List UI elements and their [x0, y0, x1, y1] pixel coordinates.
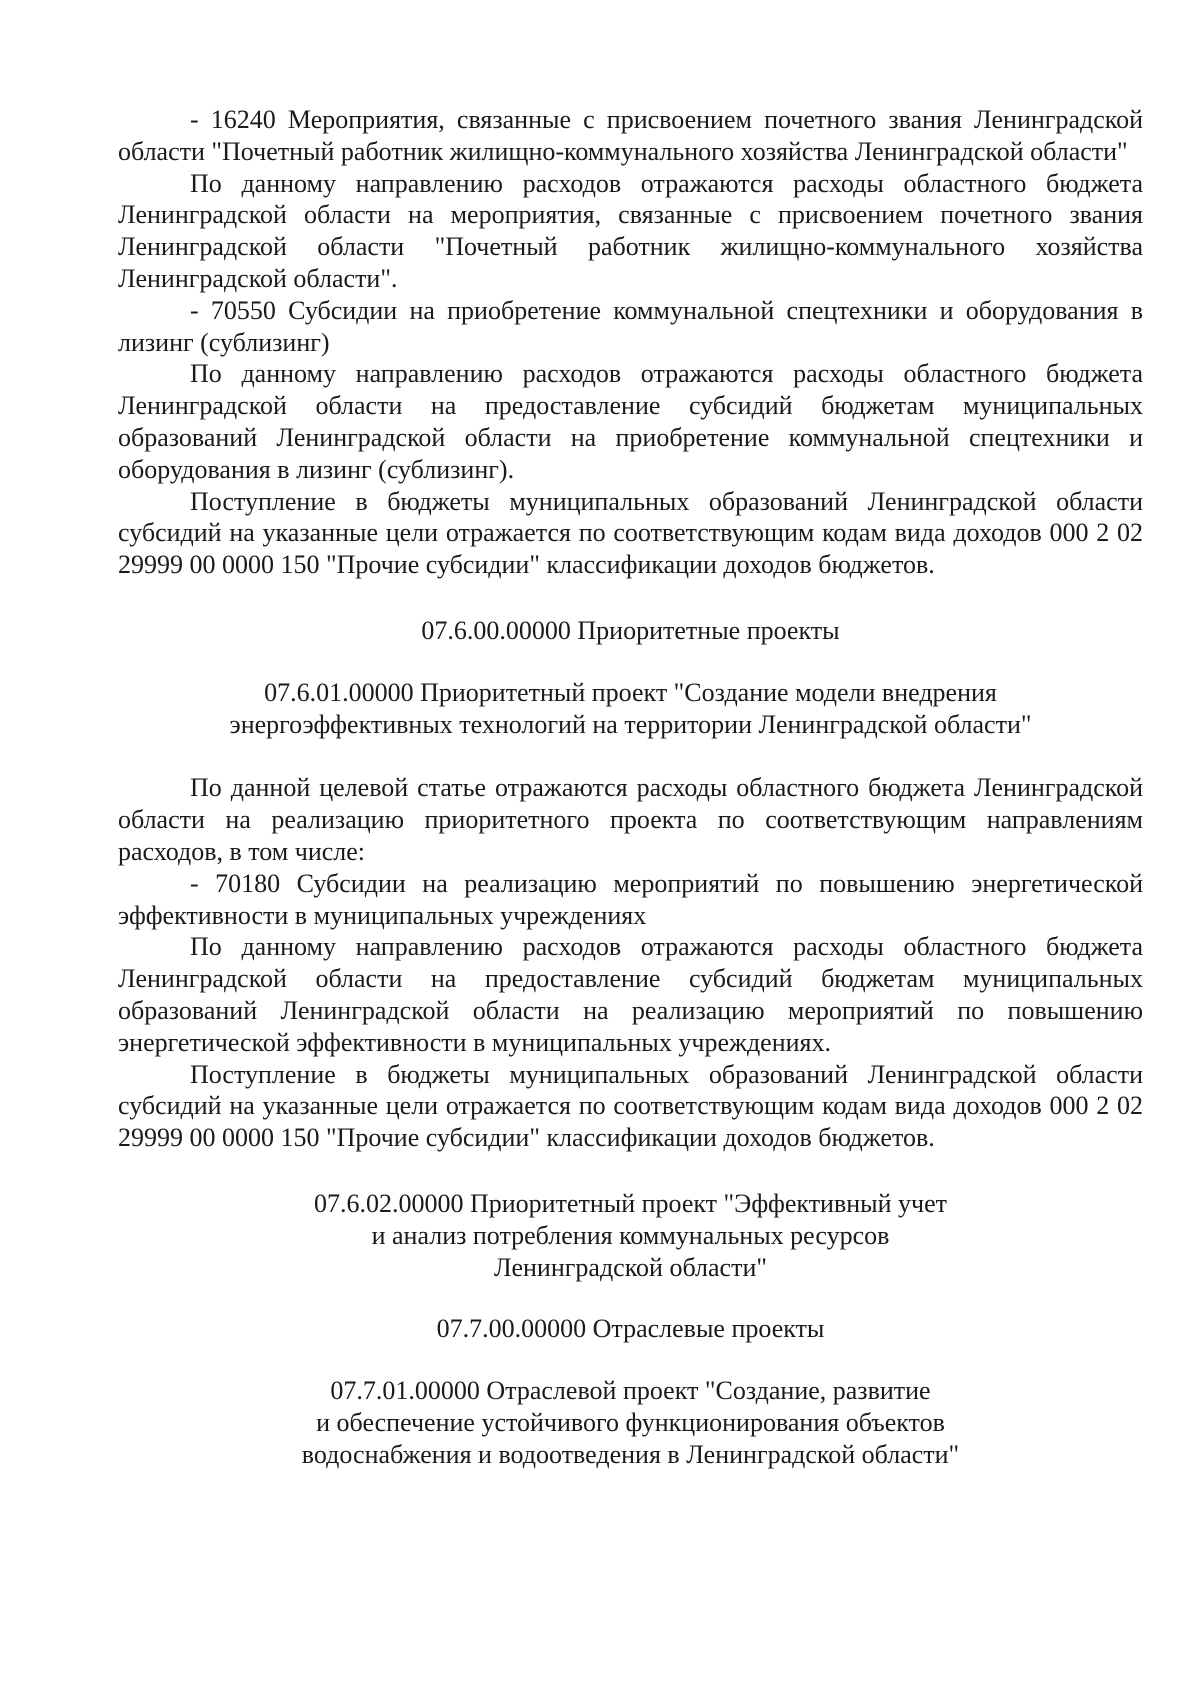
- paragraph-07601-intro: По данной целевой статье отражаются расходы областного бюджета Ленинградской области на реализацию приоритетного проекта по соответствующим направлениям расходов, в том числе:: [118, 773, 1143, 866]
- heading-priority-projects: 07.6.00.00000 Приоритетные проекты: [421, 615, 840, 645]
- paragraph-70550-description: По данному направлению расходов отражаются расходы областного бюджета Ленинградской области на предоставление субсидий бюджетам муниципальных образований Ленинградской области на приобретение коммунальной спецтехники и оборудования в лизинг (сублизинг).: [118, 359, 1143, 484]
- paragraph-70180-revenue: Поступление в бюджеты муниципальных образований Ленинградской области субсидий на указанные цели отражается по соответствующим кодам вида доходов 000 2 02 29999 00 0000 150 "Прочие субсидии" классификации доходов бюджетов.: [118, 1059, 1143, 1153]
- heading-project-07601: 07.6.01.00000 Приоритетный проект "Создание модели внедрения энергоэффективных технологий на территории Ленинградской области": [229, 677, 1032, 739]
- heading-project-07602: 07.6.02.00000 Приоритетный проект "Эффективный учет и анализ потребления коммунальных ресурсов Ленинградской области": [313, 1188, 948, 1282]
- document-page: [118, 104, 1143, 1470]
- paragraph-16240-item: - 16240 Мероприятия, связанные с присвоением почетного звания Ленинградской области "Почетный работник жилищно-коммунального хозяйства Ленинградской области": [118, 105, 1143, 166]
- heading-sector-projects: 07.7.00.00000 Отраслевые проекты: [436, 1314, 825, 1344]
- paragraph-70180-description: По данному направлению расходов отражаются расходы областного бюджета Ленинградской области на предоставление субсидий бюджетам муниципальных образований Ленинградской области на реализацию мероприятий по повышению энергетической эффективности в муниципальных учреждениях.: [118, 932, 1143, 1057]
- paragraph-70180-item: - 70180 Субсидии на реализацию мероприятий по повышению энергетической эффективности в муниципальных учреждениях: [118, 868, 1143, 930]
- paragraph-16240-description: По данному направлению расходов отражаются расходы областного бюджета Ленинградской области на мероприятия, связанные с присвоением почетного звания Ленинградской области "Почетный работник жилищно-коммунального хозяйства Ленинградской области".: [118, 168, 1143, 293]
- paragraph-70550-item: - 70550 Субсидии на приобретение коммунальной спецтехники и оборудования в лизинг (сублизинг): [118, 295, 1143, 357]
- heading-project-07701: 07.7.01.00000 Отраслевой проект "Создание, развитие и обеспечение устойчивого функционирования объектов водоснабжения и водоотведения в Ленинградской области": [301, 1376, 960, 1469]
- paragraph-70550-revenue: Поступление в бюджеты муниципальных образований Ленинградской области субсидий на указанные цели отражается по соответствующим кодам вида доходов 000 2 02 29999 00 0000 150 "Прочие субсидии" классификации доходов бюджетов.: [118, 486, 1143, 580]
